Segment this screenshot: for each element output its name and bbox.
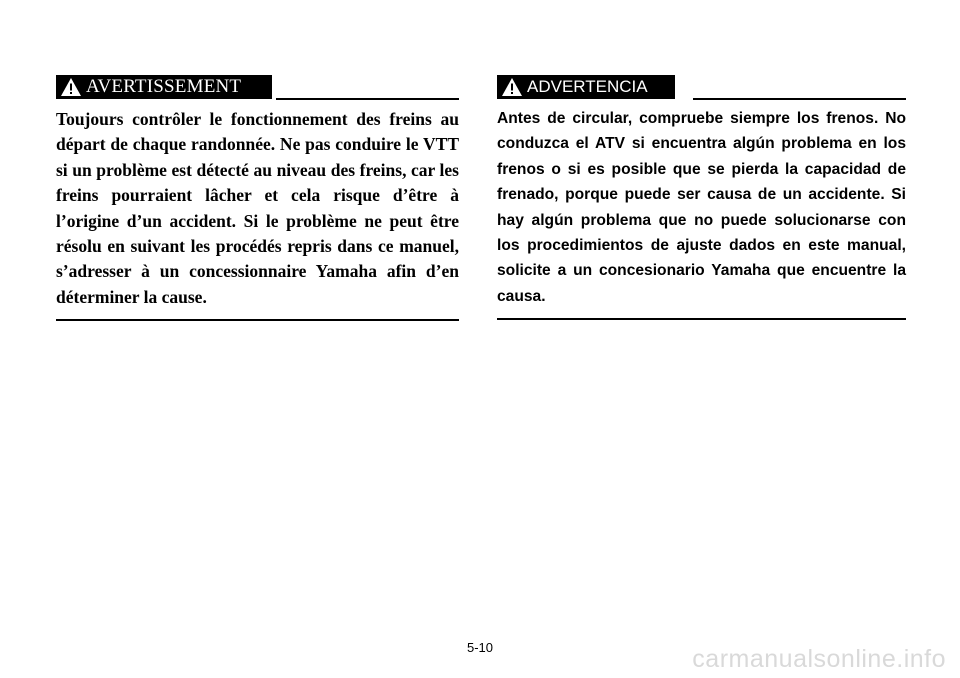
warning-header-french: [56, 72, 459, 100]
header-rule: [693, 98, 906, 100]
bottom-rule: [497, 318, 906, 320]
warning-badge-french: [56, 75, 272, 99]
warning-block-french: [56, 72, 459, 321]
header-rule: [276, 98, 459, 100]
watermark: carmanualsonline.info: [692, 645, 946, 673]
warning-label-french: AVERTISSEMENT: [86, 76, 242, 97]
warning-triangle-icon: [60, 77, 82, 97]
warning-header-spanish: [497, 72, 906, 100]
warning-text-spanish: Antes de circular, compruebe siempre los frenos. No conduzca el ATV si encuentra algún problema en los frenos o si es posible que se pierda la capacidad de frenado, porque puede ser causa de un accidente. Si hay algún problema que no puede solucionarse con los procedimientos de ajuste dados en este manual, solicite a un concesionario Yamaha que encuentre la causa.: [497, 110, 906, 305]
warning-label-spanish: ADVERTENCIA: [527, 77, 648, 96]
warning-block-spanish: [497, 72, 906, 320]
warning-triangle-icon: [501, 77, 523, 97]
warning-text-french: Toujours contrôler le fonctionnement des freins au départ de chaque randonnée. Ne pas conduire le VTT si un problème est détecté au niveau des freins, car les freins pourraient lâcher et cela risque d’être à l’origine d’un accident. Si le problème ne peut être résolu en suivant les procédés repris dans ce manuel, s’adresser à un concessionnaire Yamaha afin d’en déterminer la cause.: [56, 109, 459, 307]
page-number: 5-10: [466, 640, 494, 655]
warning-badge-spanish: [497, 75, 675, 99]
bottom-rule: [56, 319, 459, 321]
